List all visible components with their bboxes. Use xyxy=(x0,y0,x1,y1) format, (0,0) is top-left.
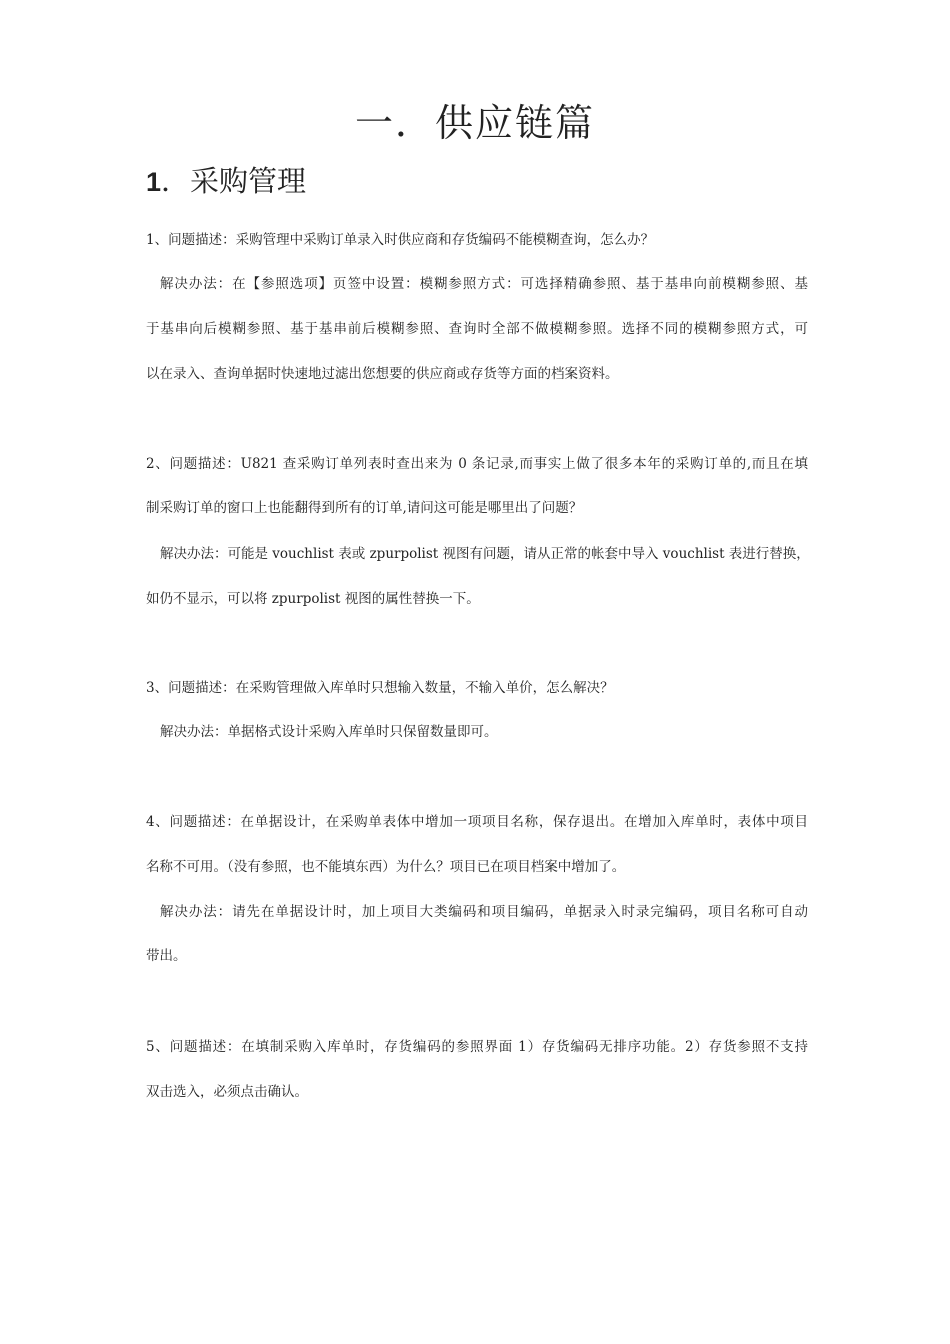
q1-answer-line-3: 以在录入、查询单据时快速地过滤出您想要的供应商或存货等方面的档案资料。 xyxy=(146,366,619,382)
q3-answer: 解决办法：单据格式设计采购入库单时只保留数量即可。 xyxy=(160,724,498,740)
q3-question: 3、问题描述：在采购管理做入库单时只想输入数量，不输入单价，怎么解决？ xyxy=(146,680,614,696)
q2-answer-line-1: 解决办法：可能是 vouchlist 表或 zpurpolist 视图有问题，请从正常的帐套中导入 vouchlist 表进行替换， xyxy=(160,546,810,562)
q1-question: 1、问题描述：采购管理中采购订单录入时供应商和存货编码不能模糊查询，怎么办？ xyxy=(146,232,655,248)
section-number: 1 xyxy=(146,167,162,197)
q4-answer-line-2: 带出。 xyxy=(146,948,187,964)
q5-question-line-2: 双击选入，必须点击确认。 xyxy=(146,1084,308,1100)
q2-question-line-2: 制采购订单的窗口上也能翻得到所有的订单,请问这可能是哪里出了问题？ xyxy=(146,500,583,516)
q4-question-line-2: 名称不可用。（没有参照，也不能填东西）为什么？项目已在项目档案中增加了。 xyxy=(146,859,626,875)
q2-answer-line-2: 如仍不显示，可以将 zpurpolist 视图的属性替换一下。 xyxy=(146,591,480,607)
q2-question-line-1: 2、问题描述：U821 查采购订单列表时查出来为 0 条记录,而事实上做了很多本年的采购订单的,而且在填 xyxy=(146,456,808,472)
q4-question-line-1: 4、问题描述：在单据设计，在采购单表体中增加一项项目名称，保存退出。在增加入库单时，表体中项目 xyxy=(146,814,808,830)
q5-question-line-1: 5、问题描述：在填制采购入库单时，存货编码的参照界面 1）存货编码无排序功能。2）存货参照不支持 xyxy=(146,1039,808,1055)
section-separator: ． xyxy=(161,164,191,198)
q1-answer-line-2: 于基串向后模糊参照、基于基串前后模糊参照、查询时全部不做模糊参照。选择不同的模糊参照方式，可 xyxy=(146,321,808,337)
section-title: 采购管理 xyxy=(190,164,307,198)
q4-answer-line-1: 解决办法：请先在单据设计时，加上项目大类编码和项目编码，单据录入时录完编码，项目名称可自动 xyxy=(160,904,808,920)
q1-answer-line-1: 解决办法：在【参照选项】页签中设置：模糊参照方式：可选择精确参照、基于基串向前模糊参照、基 xyxy=(160,276,808,292)
section-heading xyxy=(146,160,306,203)
chapter-title: 一．供应链篇 xyxy=(354,101,595,145)
